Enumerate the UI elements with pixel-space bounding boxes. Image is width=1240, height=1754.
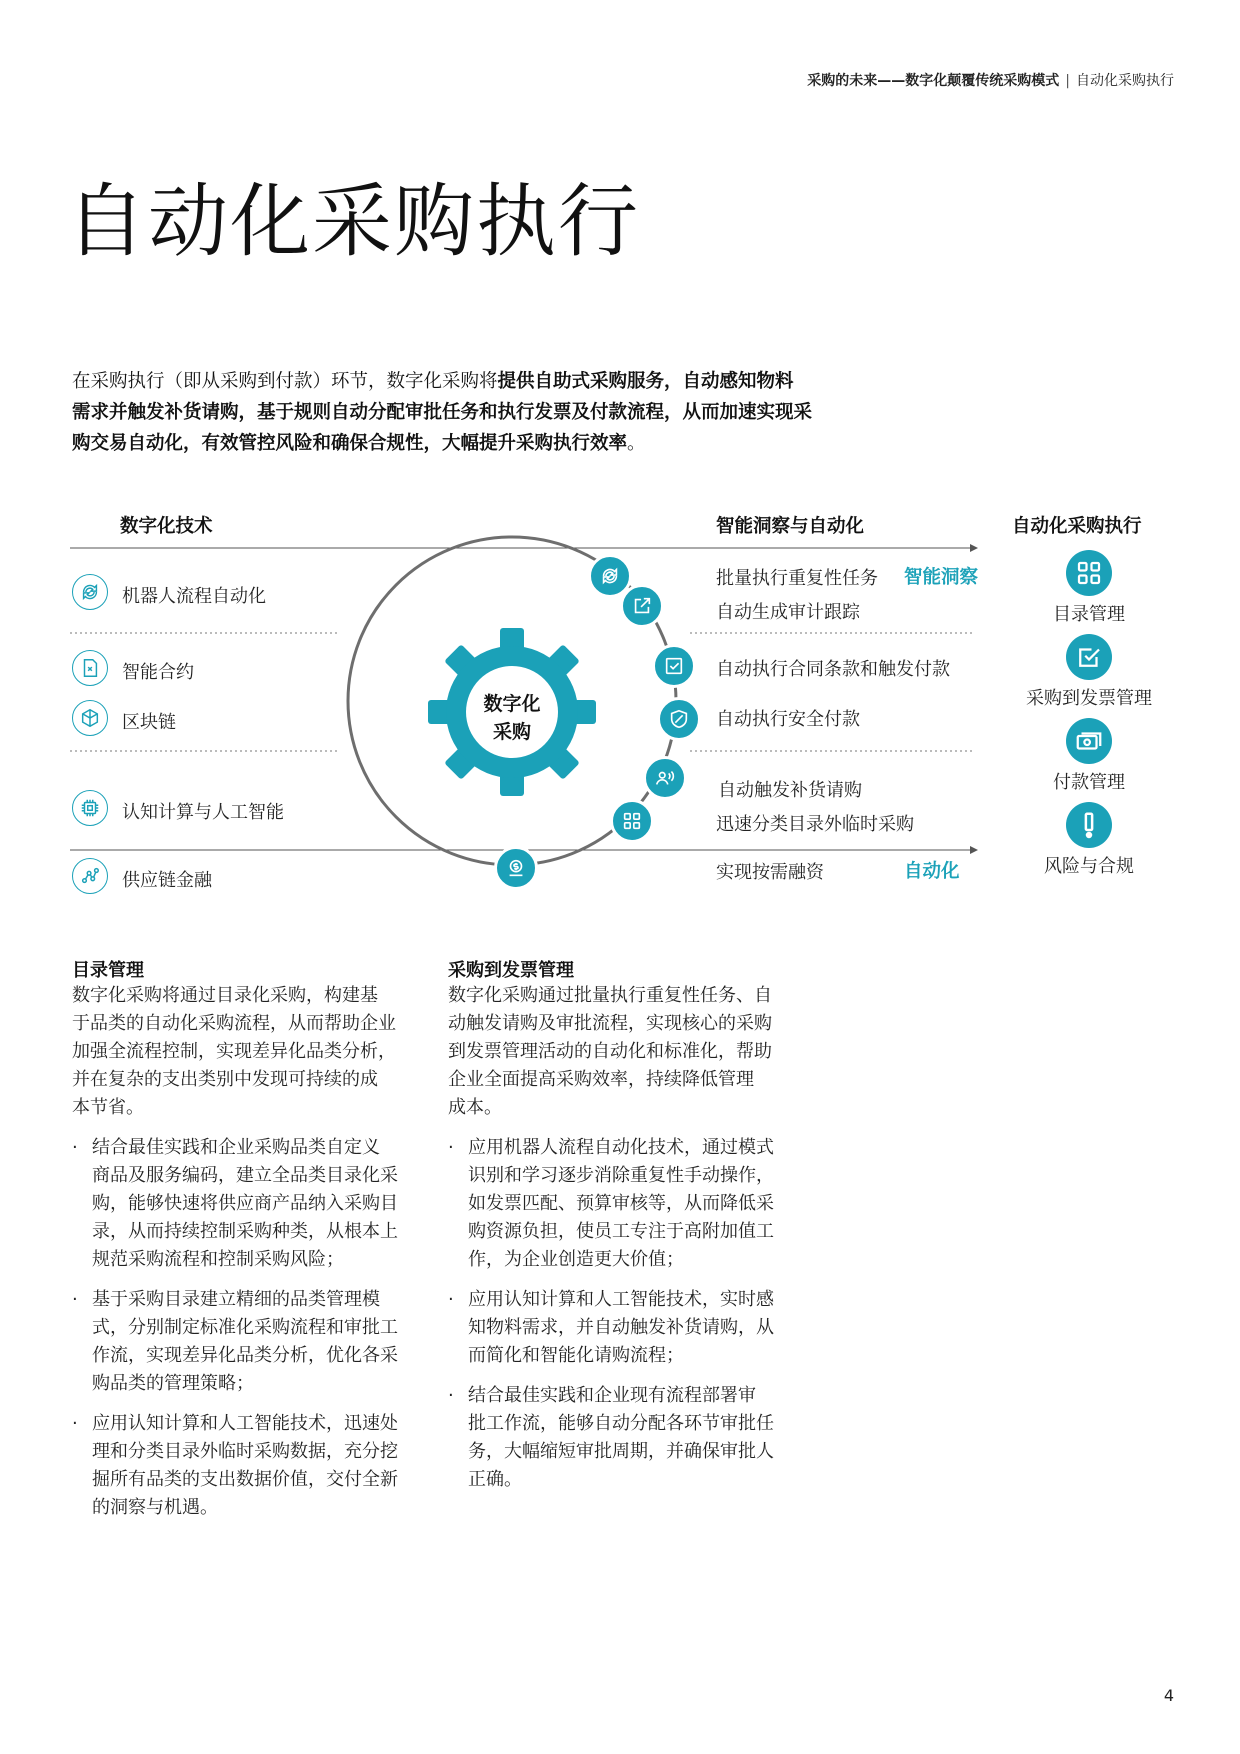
bullet-dot: · [448,1137,454,1158]
p2i-paragraph [448,982,808,1122]
p2i-bullet [448,1382,808,1494]
grid-icon [1066,550,1112,596]
bullet-line: 式，分别制定标准化采购流程和审批工 [92,1317,398,1338]
p2i-para-line: 企业全面提高采购效率，持续降低管理 [448,1069,754,1090]
network-finance-icon [72,858,108,894]
tech-label-blockchain: 区块链 [122,712,176,733]
intro-bold: 提供自助式采购服务，自动感知物料需求并触发补货请购，基于规则自动分配审批任务和执行发票及付款流程，从而加速实现采购交易自动化，有效管控风险和确保合规性，大幅提升采购执行效率 [72,371,813,454]
bullet-dot: · [72,1413,78,1434]
smart-contract-icon [72,650,108,686]
insight-text: 批量执行重复性任务 [716,568,878,589]
center-line-1: 数字化 [483,693,541,715]
outcome-label: 付款管理 [1053,772,1125,793]
bullet-line: 的洞察与机遇。 [92,1497,218,1518]
catalog-bullet [72,1410,432,1522]
catalog-para-line: 并在复杂的支出类别中发现可持续的成 [72,1069,378,1090]
catalog-paragraph [72,982,432,1122]
intro-plain-1: 在采购执行（即从采购到付款）环节，数字化采购将 [72,371,498,392]
checkbox-icon [1066,634,1112,680]
catalog-para-line: 本节省。 [72,1097,144,1118]
bullet-line: 理和分类目录外临时采购数据，充分挖 [92,1441,398,1462]
insight-text: 自动触发补货请购 [718,780,862,801]
shield-icon [657,697,701,741]
insight-text: 实现按需融资 [716,862,824,883]
insight-text: 自动执行合同条款和触发付款 [716,659,950,680]
bullet-line: 务，大幅缩短审批周期，并确保审批人 [468,1441,774,1462]
bullet-dot: · [448,1289,454,1310]
catalog-para-line: 加强全流程控制，实现差异化品类分析， [72,1041,396,1062]
label-automation: 自动化 [904,861,960,882]
ai-chip-icon [72,790,108,826]
tech-label-smart-contract: 智能合约 [122,662,194,683]
bullet-dot: · [448,1385,454,1406]
outcome-label: 目录管理 [1053,604,1125,625]
p2i-para-line: 成本。 [448,1097,502,1118]
cash-icon [1066,718,1112,764]
robot-process-icon [72,574,108,610]
bullet-line: 应用机器人流程自动化技术，通过模式 [468,1137,774,1158]
voice-user-icon [643,756,687,800]
catalog-heading: 目录管理 [72,960,144,981]
bullet-line: 结合最佳实践和企业现有流程部署审 [468,1385,756,1406]
insight-text: 自动生成审计跟踪 [716,602,860,623]
bullet-line: 正确。 [468,1469,522,1490]
bullet-line: 应用认知计算和人工智能技术，迅速处 [92,1413,398,1434]
center-line-2: 采购 [492,721,531,743]
insight-text: 自动执行安全付款 [716,709,860,730]
bullet-line: 掘所有品类的支出数据价值，交付全新 [92,1469,398,1490]
bullet-line: 购品类的管理策略； [92,1373,254,1394]
apps-grid-icon [610,799,654,843]
p2i-para-line: 动触发请购及审批流程，实现核心的采购 [448,1013,772,1034]
insight-text: 迅速分类目录外临时采购 [716,814,914,835]
outcome-label: 采购到发票管理 [1026,688,1152,709]
catalog-bullet [72,1134,432,1274]
bullet-line: 基于采购目录建立精细的品类管理模 [92,1289,380,1310]
tech-label-ai: 认知计算与人工智能 [122,802,284,823]
bullet-line: 批工作流，能够自动分配各环节审批任 [468,1413,774,1434]
bullet-line: 规范采购流程和控制采购风险； [92,1249,344,1270]
bullet-line: 而简化和智能化请购流程； [468,1345,684,1366]
bullet-dot: · [72,1137,78,1158]
bullet-line: 商品及服务编码，建立全品类目录化采 [92,1165,398,1186]
tech-label-rpa: 机器人流程自动化 [122,586,266,607]
bullet-line: 作流，实现差异化品类分析，优化各采 [92,1345,398,1366]
alert-icon [1066,802,1112,848]
bullet-dot: · [72,1289,78,1310]
p2i-bullet [448,1134,808,1274]
header-doc-title: 采购的未来——数字化颠覆传统采购模式 [807,73,1060,89]
p2i-bullet [448,1286,808,1370]
catalog-para-line: 于品类的自动化采购流程，从而帮助企业 [72,1013,396,1034]
tech-label-supply-chain-finance: 供应链金融 [122,870,212,891]
bullet-line: 应用认知计算和人工智能技术，实时感 [468,1289,774,1310]
intro-plain-2: 。 [627,433,646,454]
catalog-para-line: 数字化采购将通过目录化采购，构建基 [72,985,378,1006]
coin-icon [494,846,538,890]
col-heading-insight: 智能洞察与自动化 [716,516,865,537]
bullet-line: 作，为企业创造更大价值； [468,1249,684,1270]
p2i-para-line: 到发票管理活动的自动化和标准化，帮助 [448,1041,772,1062]
p2i-heading: 采购到发票管理 [448,960,574,981]
header-separator: | [1065,73,1070,89]
page-title: 自动化采购执行 [66,175,640,268]
bullet-line: 知物料需求，并自动触发补货请购，从 [468,1317,774,1338]
label-smart-insight: 智能洞察 [904,567,979,588]
bullet-line: 结合最佳实践和企业采购品类自定义 [92,1137,380,1158]
bullet-line: 购，能够快速将供应商产品纳入采购目 [92,1193,398,1214]
bullet-line: 录，从而持续控制采购种类，从根本上 [92,1221,398,1242]
catalog-bullet [72,1286,432,1398]
export-icon [620,584,664,628]
check-doc-icon [652,644,696,688]
bullet-line: 识别和学习逐步消除重复性手动操作， [468,1165,774,1186]
blockchain-icon [72,700,108,736]
bullet-line: 如发票匹配、预算审核等，从而降低采 [468,1193,774,1214]
bullet-line: 购资源负担，使员工专注于高附加值工 [468,1221,774,1242]
outcome-label: 风险与合规 [1044,856,1134,877]
p2i-para-line: 数字化采购通过批量执行重复性任务、自 [448,985,772,1006]
center-label [472,690,552,746]
col-heading-execution: 自动化采购执行 [1012,516,1142,537]
col-heading-technology: 数字化技术 [120,516,213,537]
header-section: 自动化采购执行 [1076,73,1174,89]
page-number: 4 [1163,1686,1174,1705]
